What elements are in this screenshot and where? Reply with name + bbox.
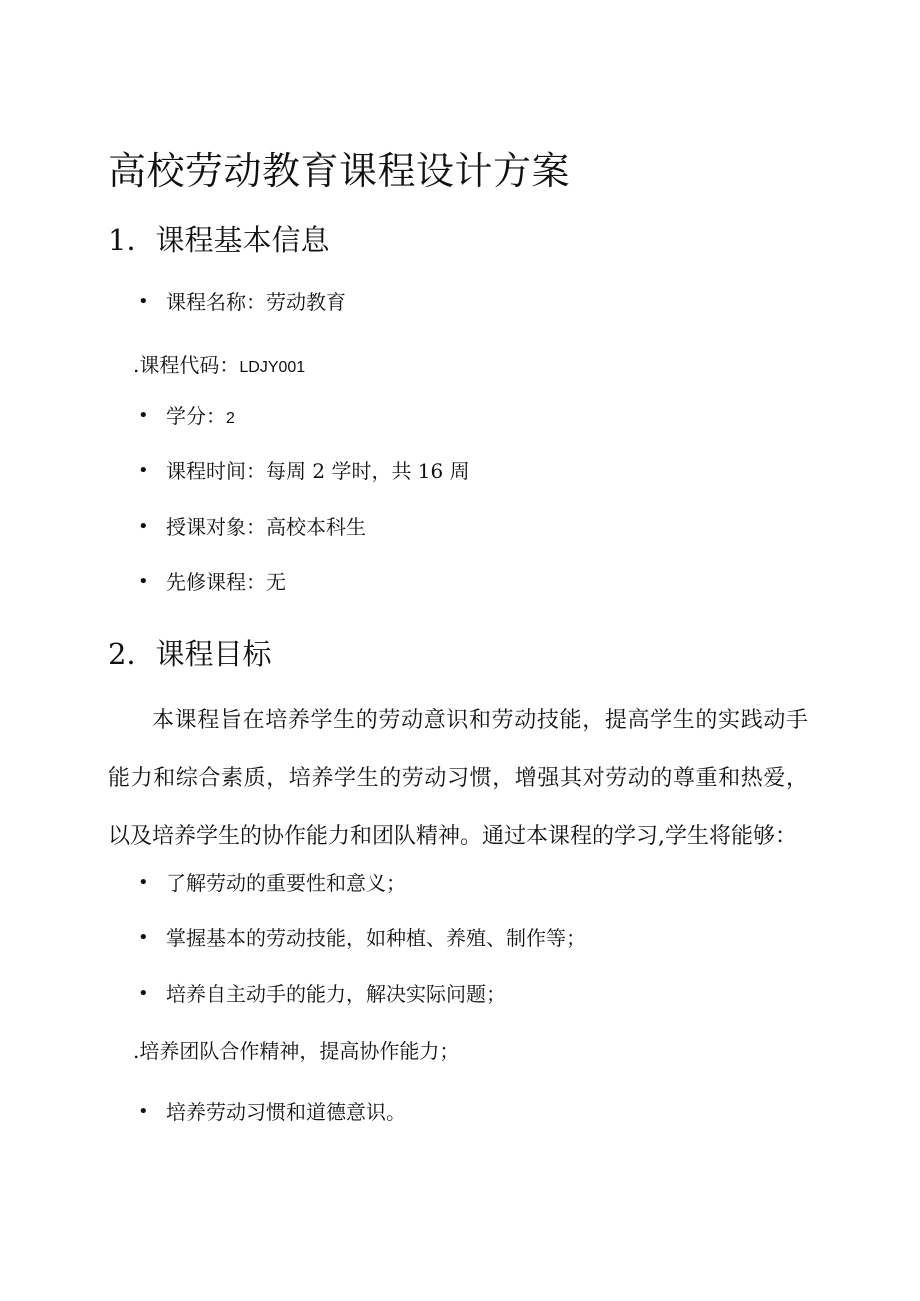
- info-item-credits: [138, 402, 235, 433]
- info-label: 课程代码：: [139, 353, 240, 377]
- info-item-prerequisites: [138, 568, 286, 596]
- dot-marker: .: [133, 1039, 140, 1063]
- section-2-heading: 2．课程目标: [108, 637, 272, 671]
- objectives-paragraph: 本课程旨在培养学生的劳动意识和劳动技能，提高学生的实践动手能力和综合素质，培养学生的劳动习惯，增强其对劳动的尊重和热爱，以及培养学生的协作能力和团队精神。通过本课程的学习,学生将能够：: [108, 708, 808, 849]
- objective-item: [133, 1037, 459, 1065]
- objective-item: [138, 1098, 406, 1126]
- info-value: 每周 2 学时，共 16 周: [266, 459, 470, 483]
- document-title: 高校劳动教育课程设计方案: [108, 149, 571, 194]
- objective-text: 掌握基本的劳动技能，如种植、养殖、制作等；: [166, 926, 586, 950]
- info-label: 学分：: [166, 404, 226, 428]
- info-value: 高校本科生: [266, 515, 366, 539]
- info-label: 先修课程：: [166, 570, 266, 594]
- objective-text: 培养自主动手的能力，解决实际问题；: [166, 982, 506, 1006]
- info-item-schedule: [138, 457, 470, 485]
- objective-item: [138, 869, 406, 897]
- info-value: LDJY001: [239, 359, 306, 376]
- objective-text: 培养劳动习惯和道德意识。: [166, 1100, 406, 1124]
- objective-text: 培养团队合作精神，提高协作能力；: [139, 1039, 460, 1063]
- dot-marker: .: [133, 353, 140, 377]
- info-label: 授课对象：: [166, 515, 266, 539]
- bullet-marker: •: [138, 927, 149, 948]
- bullet-marker: •: [138, 1101, 149, 1122]
- info-label: 课程名称：: [166, 290, 266, 314]
- bullet-marker: •: [138, 983, 149, 1004]
- bullet-marker: •: [138, 291, 149, 312]
- bullet-marker: •: [138, 460, 149, 481]
- info-label: 课程时间：: [166, 459, 266, 483]
- info-item-course-code: [133, 351, 305, 382]
- info-item-course-name: [138, 288, 346, 316]
- info-value: 劳动教育: [266, 290, 346, 314]
- info-item-audience: [138, 513, 366, 541]
- bullet-marker: •: [138, 405, 149, 426]
- bullet-marker: •: [138, 516, 149, 537]
- objective-item: [138, 980, 506, 1008]
- bullet-marker: •: [138, 872, 149, 893]
- objective-text: 了解劳动的重要性和意义；: [166, 871, 406, 895]
- section-1-heading: 1．课程基本信息: [108, 223, 330, 257]
- objective-item: [138, 924, 586, 952]
- info-value: 2: [226, 410, 235, 427]
- bullet-marker: •: [138, 571, 149, 592]
- info-value: 无: [266, 570, 286, 594]
